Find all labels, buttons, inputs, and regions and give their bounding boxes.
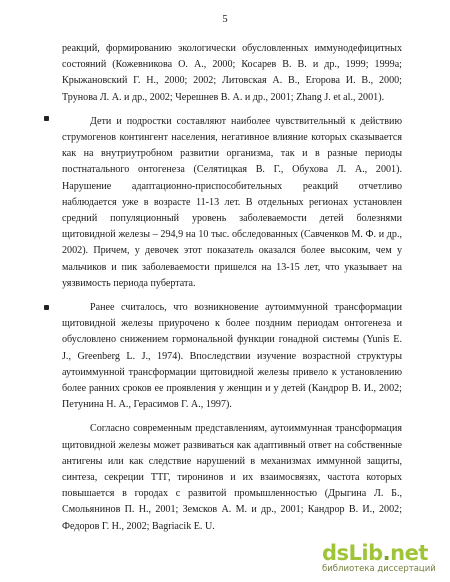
dslib-watermark (322, 542, 440, 576)
paragraph: Согласно современным представлениям, аутоиммунная трансформация щитовидной железы может развиваться как адаптивный ответ на собственные антигены или как следствие нарушений в механизмах иммунной защиты, синтеза, секреции ТТГ, тиронинов и их взаимосвязях, частота которых повышается в городах с развитой промышленностью (Дрыгина Л. Б., Смольянинов П. Н., 2001; Земсков А. М. и др., 2001; Кандрор В. И., 2002; Федоров Г. Н., 2002; Bagriacik E. U. (62, 423, 402, 532)
paragraph: Ранее считалось, что возникновение аутоиммунной трансформации щитовидной железы приурочено к более поздним периодам онтогенеза и обусловлено снижением гормональной функции гонадной системы (Yunis E. J., Greenberg L. J., 1974). Впоследствии изучение возрастной структуры аутоиммунной трансформации щитовидной железы привело к установлению более ранних сроков ее проявления у женщин и у детей (Кандрор В. И., 2002; Петунина Н. А., Герасимов Г. А., 1997). (62, 302, 402, 411)
watermark-caption: библиотека диссертаций (322, 564, 436, 574)
paragraph: реакций, формированию экологически обусловленных иммунодефицитных состояний (Кожевникова О. А., 2000; Косарев В. В. и др., 1999; 1999а; Крыжановский Г. Н., 2000; 2002; Литовская А. В., Егорова И. В., 2000; Трунова Л. А. и др., 2002; Черешнев В. А. и др., 2001; Zhang J. et al., 2001). (62, 43, 402, 103)
dslib-logo: dsLib.net (322, 541, 428, 565)
page-number: 5 (222, 14, 228, 25)
margin-mark (44, 116, 49, 121)
document-body (62, 41, 402, 535)
margin-mark (44, 305, 49, 310)
paragraph: Дети и подростки составляют наиболее чувствительный к действию струмогенов контингент населения, негативное влияние которых сказывается как на внутриутробном развитии организма, так и в разные периоды постнатального онтогенеза (Селятицкая В. Г., Обухова Л. А., 2001). Нарушение адаптационно-приспособительных реакций отчетливо наблюдается уже в возрасте 11-13 лет. В отдельных регионах установлен средний популяционный уровень заболеваемости детей болезнями щитовидной железы – 294,9 на 10 тыс. обследованных (Савченков М. Ф. и др., 2002). Причем, у девочек этот показатель оказался более высоким, чем у мальчиков и пик заболеваемости пришелся на 13-15 лет, что указывает на уязвимость периода пубертата. (62, 115, 402, 289)
